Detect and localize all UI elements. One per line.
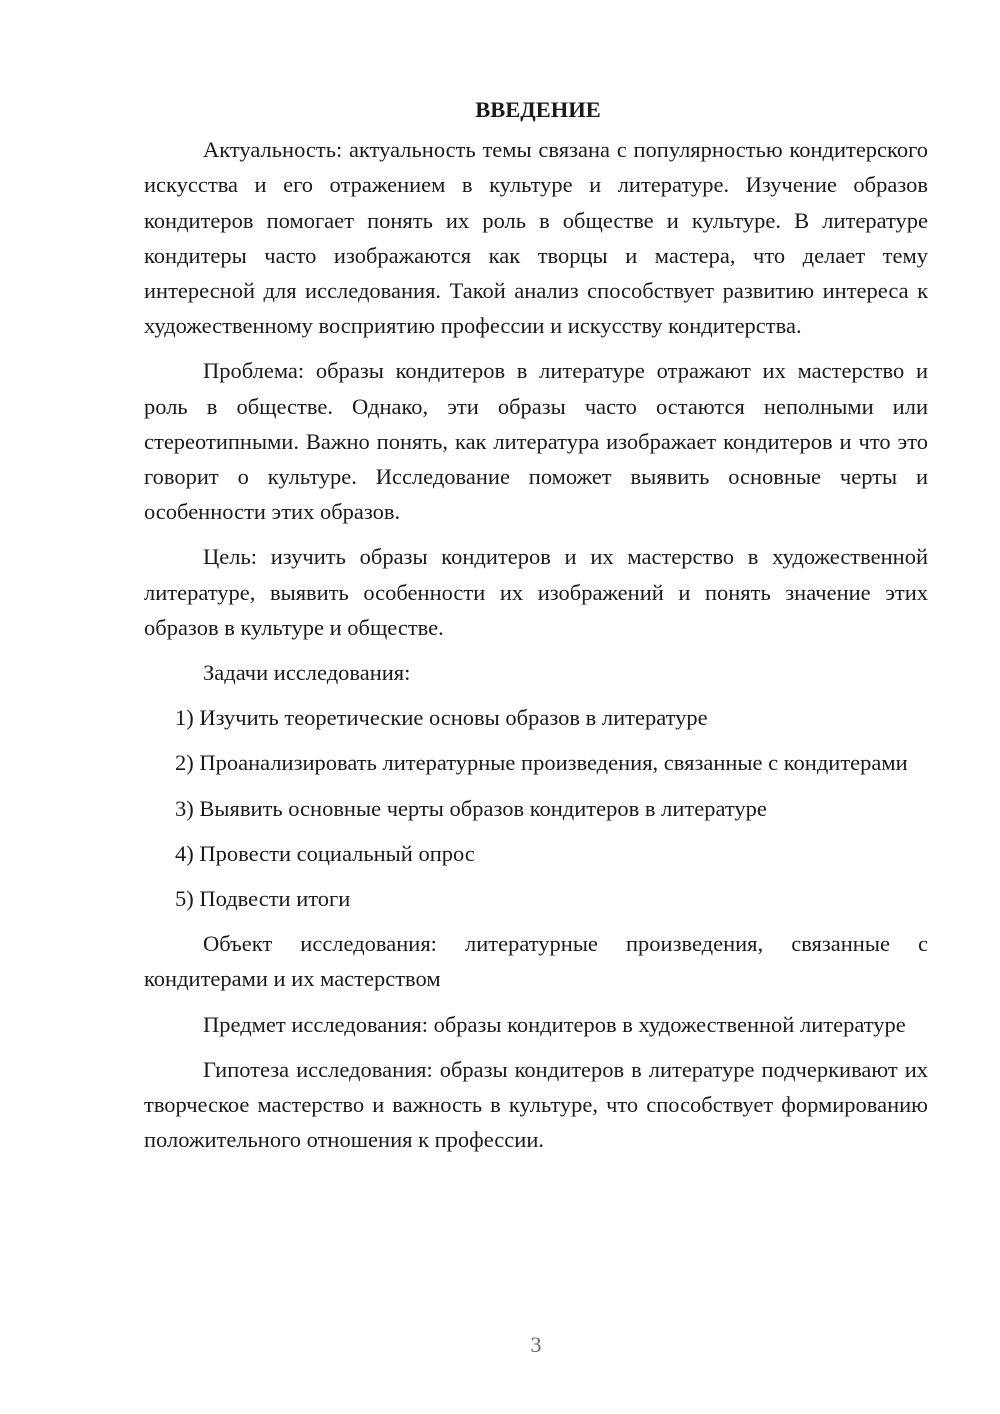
goal-paragraph: Цель: изучить образы кондитеров и их мастерство в художественной литературе, выявить особенности их изображений и понять значение этих образов в культуре и обществе. [144,544,928,640]
subject-paragraph: Предмет исследования: образы кондитеров в художественной литературе [203,1011,906,1037]
page-number: 3 [530,1332,542,1357]
task-item-5: 5) Подвести итоги [175,886,351,912]
page-content [144,92,928,1167]
task-item-1: 1) Изучить теоретические основы образов в литературе [175,705,708,731]
tasks-heading: Задачи исследования: [203,660,411,686]
page-title: ВВЕДЕНИЕ [475,97,601,122]
task-item-2: 2) Проанализировать литературные произведения, связанные с кондитерами [175,750,908,776]
problem-paragraph: Проблема: образы кондитеров в литературе отражают их мастерство и роль в обществе. Однако, эти образы часто остаются неполными или стереотипными. Важно понять, как литература изображает кондитеров и что это говорит о культуре. Исследование поможет выявить основные черты и особенности этих образов. [144,358,928,525]
task-item-3: 3) Выявить основные черты образов кондитеров в литературе [175,795,767,821]
relevance-paragraph: Актуальность: актуальность темы связана с популярностью кондитерского искусства и его отражением в культуре и литературе. Изучение образов кондитеров помогает понять их роль в обществе и культуре. В литературе кондитеры часто изображаются как творцы и мастера, что делает тему интересной для исследования. Такой анализ способствует развитию интереса к художественному восприятию профессии и искусству кондитерства. [144,137,928,339]
hypothesis-paragraph: Гипотеза исследования: образы кондитеров в литературе подчеркивают их творческое мастерство и важность в культуре, что способствует формированию положительного отношения к профессии. [144,1056,928,1153]
object-paragraph: Объект исследования: литературные произведения, связанные с кондитерами и их мастерством [144,931,928,992]
task-item-4: 4) Провести социальный опрос [175,840,475,866]
